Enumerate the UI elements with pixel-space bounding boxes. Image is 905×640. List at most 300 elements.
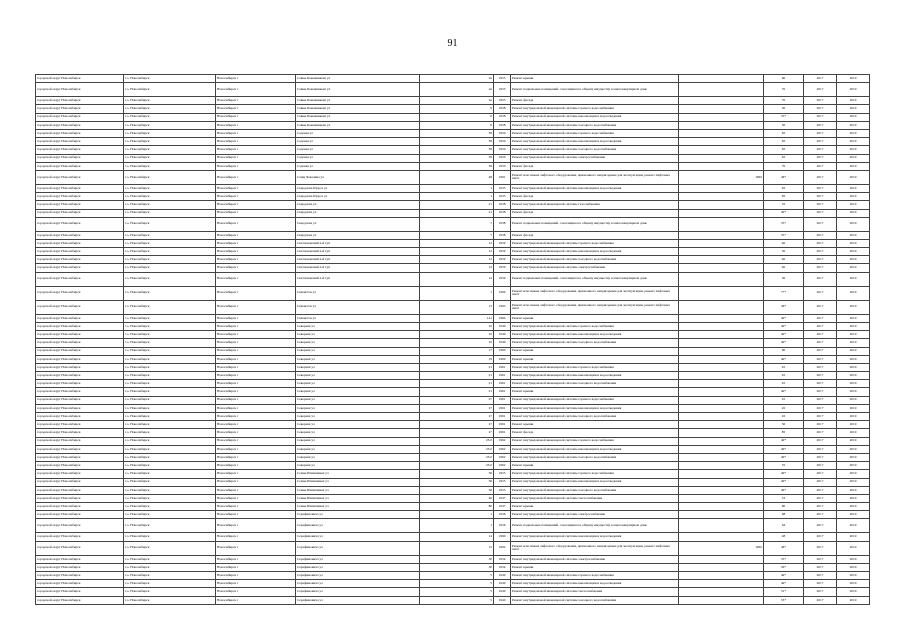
settlement-cell: Новосибирск г — [216, 388, 296, 396]
table-row — [36, 453, 870, 461]
house-cell: 21 — [420, 363, 494, 371]
wear-cell: 50 — [764, 248, 804, 256]
district-cell: г.о. Новосибирск — [124, 372, 216, 380]
lift-year-cell — [679, 248, 764, 256]
year-built-cell: 1959 — [494, 256, 511, 264]
house-cell: 36 — [420, 486, 494, 494]
municipality-cell: городской округ Новосибирск — [36, 494, 124, 502]
municipality-cell: городской округ Новосибирск — [36, 555, 124, 563]
lift-year-cell — [679, 347, 764, 355]
street-cell: Северная ул — [296, 429, 420, 437]
municipality-cell: городской округ Новосибирск — [36, 105, 124, 113]
settlement-cell: Новосибирск г — [216, 347, 296, 355]
house-cell: 21 — [420, 372, 494, 380]
start-year-cell: 2017 — [804, 494, 837, 502]
wear-cell: 50 — [764, 105, 804, 113]
end-year-cell: 2019 — [837, 445, 870, 453]
lift-year-cell — [679, 555, 764, 563]
work-type-cell: Ремонт внутридомовой инженерной системы канализации и водоотведения — [511, 113, 679, 121]
house-cell: 141 — [420, 314, 494, 322]
house-cell: 30 — [420, 555, 494, 563]
table-row — [36, 264, 870, 272]
house-cell: 39 — [420, 146, 494, 154]
start-year-cell: 2017 — [804, 193, 837, 201]
house-cell: 27 — [420, 421, 494, 429]
year-built-cell: 1950 — [494, 138, 511, 146]
end-year-cell: 2019 — [837, 453, 870, 461]
municipality-cell: городской округ Новосибирск — [36, 445, 124, 453]
wear-cell: 64 — [764, 519, 804, 533]
settlement-cell: Новосибирск г — [216, 193, 296, 201]
work-type-cell: Ремонт внутридомовой инженерной системы холодного водоснабжения — [511, 380, 679, 388]
settlement-cell: Новосибирск г — [216, 300, 296, 314]
start-year-cell: 2017 — [804, 380, 837, 388]
end-year-cell: 2019 — [837, 555, 870, 563]
end-year-cell: 2019 — [837, 264, 870, 272]
district-cell: г.о. Новосибирск — [124, 83, 216, 97]
municipality-cell: городской округ Новосибирск — [36, 121, 124, 129]
table-row — [36, 580, 870, 588]
end-year-cell: 2019 — [837, 286, 870, 300]
municipality-cell: городской округ Новосибирск — [36, 193, 124, 201]
end-year-cell: 2019 — [837, 248, 870, 256]
settlement-cell: Новосибирск г — [216, 541, 296, 555]
house-cell: 13 — [420, 300, 494, 314]
house-cell: 5 — [420, 596, 494, 604]
street-cell: Серафимовича ул — [296, 580, 420, 588]
end-year-cell: 2019 — [837, 421, 870, 429]
year-built-cell: 1962 — [494, 462, 511, 470]
settlement-cell: Новосибирск г — [216, 322, 296, 330]
district-cell: г.о. Новосибирск — [124, 339, 216, 347]
table-row — [36, 533, 870, 541]
street-cell: Серафимовича ул — [296, 541, 420, 555]
table-row — [36, 162, 870, 170]
district-cell: г.о. Новосибирск — [124, 404, 216, 412]
district-cell: г.о. Новосибирск — [124, 555, 216, 563]
wear-cell: 40* — [764, 445, 804, 453]
start-year-cell: 2017 — [804, 231, 837, 239]
district-cell: г.о. Новосибирск — [124, 347, 216, 355]
table-row — [36, 217, 870, 231]
street-cell: Северная ул — [296, 421, 420, 429]
district-cell: г.о. Новосибирск — [124, 209, 216, 217]
wear-cell: 48 — [764, 533, 804, 541]
work-type-cell: Ремонт внутридомовой инженерной системы горячего водоснабжения — [511, 239, 679, 247]
municipality-cell: городской округ Новосибирск — [36, 372, 124, 380]
work-type-cell: Ремонт внутридомовой инженерной системы горячего водоснабжения — [511, 572, 679, 580]
settlement-cell: Новосибирск г — [216, 217, 296, 231]
year-built-cell: 1953 — [494, 75, 511, 83]
house-cell: 23/2 — [420, 462, 494, 470]
work-type-cell: Ремонт внутридомовой инженерной системы горячего водоснабжения — [511, 322, 679, 330]
house-cell: 7 — [420, 217, 494, 231]
lift-year-cell — [679, 146, 764, 154]
start-year-cell: 2017 — [804, 162, 837, 170]
work-type-cell: Ремонт внутридомовой инженерной системы горячего водоснабжения — [511, 437, 679, 445]
wear-cell: 70 — [764, 83, 804, 97]
street-cell: Свердлова-Щорса ул — [296, 184, 420, 192]
work-type-cell: Ремонт внутридомовой инженерной системы канализации и водоотведения — [511, 184, 679, 192]
street-cell: Семьи Шамшиных ул — [296, 503, 420, 511]
start-year-cell: 2017 — [804, 272, 837, 286]
street-cell: Саввы Кожевникова ул — [296, 97, 420, 105]
work-type-cell: Ремонт или замена лифтового оборудования, признанного непригодным для эксплуатации, ремонт лифтовых шахт — [511, 300, 679, 314]
work-type-cell: Ремонт подвальных помещений, относящихся к общему имуществу в многоквартирном доме — [511, 272, 679, 286]
street-cell: Северная ул — [296, 347, 420, 355]
lift-year-cell — [679, 413, 764, 421]
street-cell: Свердлова-Щорса ул — [296, 193, 420, 201]
wear-cell: 49* — [764, 580, 804, 588]
district-cell: г.о. Новосибирск — [124, 380, 216, 388]
street-cell: Северная ул — [296, 453, 420, 461]
municipality-cell: городской округ Новосибирск — [36, 129, 124, 137]
street-cell: Свердлова ул — [296, 231, 420, 239]
house-cell: 39 — [420, 129, 494, 137]
work-type-cell: Ремонт подвальных помещений, относящихся к общему имуществу в многоквартирном доме — [511, 519, 679, 533]
work-type-cell: Ремонт внутридомовой инженерной системы холодного водоснабжения — [511, 339, 679, 347]
house-cell: 27 — [420, 413, 494, 421]
wear-cell: 68 — [764, 511, 804, 519]
start-year-cell: 2017 — [804, 486, 837, 494]
lift-year-cell — [679, 239, 764, 247]
street-cell: Северная ул — [296, 380, 420, 388]
work-type-cell: Ремонт внутридомовой инженерной системы горячего водоснабжения — [511, 363, 679, 371]
start-year-cell: 2017 — [804, 201, 837, 209]
district-cell: г.о. Новосибирск — [124, 105, 216, 113]
lift-year-cell: 1992 — [679, 541, 764, 555]
wear-cell: 40 — [764, 256, 804, 264]
lift-year-cell — [679, 421, 764, 429]
end-year-cell: 2019 — [837, 533, 870, 541]
end-year-cell: 2019 — [837, 146, 870, 154]
start-year-cell: 2017 — [804, 533, 837, 541]
district-cell: г.о. Новосибирск — [124, 272, 216, 286]
year-built-cell: 1953 — [494, 478, 511, 486]
lift-year-cell — [679, 470, 764, 478]
year-built-cell: 1953 — [494, 97, 511, 105]
municipality-cell: городской округ Новосибирск — [36, 363, 124, 371]
district-cell: г.о. Новосибирск — [124, 113, 216, 121]
year-built-cell: 1959 — [494, 248, 511, 256]
street-cell: Саввы Кожевникова ул — [296, 75, 420, 83]
wear-cell: 40 — [764, 264, 804, 272]
municipality-cell: городской округ Новосибирск — [36, 580, 124, 588]
year-built-cell: 1960 — [494, 355, 511, 363]
house-cell: 27 — [420, 404, 494, 412]
municipality-cell: городской округ Новосибирск — [36, 314, 124, 322]
district-cell: г.о. Новосибирск — [124, 563, 216, 571]
street-cell: Садовая ул — [296, 154, 420, 162]
municipality-cell: городской округ Новосибирск — [36, 429, 124, 437]
municipality-cell: городской округ Новосибирск — [36, 470, 124, 478]
table-row — [36, 339, 870, 347]
house-cell: 1 — [420, 286, 494, 300]
settlement-cell: Новосибирск г — [216, 519, 296, 533]
house-cell: 17 — [420, 347, 494, 355]
table-row — [36, 478, 870, 486]
street-cell: Садовая ул — [296, 146, 420, 154]
district-cell: г.о. Новосибирск — [124, 201, 216, 209]
wear-cell: 40* — [764, 355, 804, 363]
street-cell: Серафимовича ул — [296, 596, 420, 604]
work-type-cell: Ремонт крыши — [511, 75, 679, 83]
work-type-cell: Ремонт внутридомовой инженерной системы электроснабжения — [511, 154, 679, 162]
house-cell: 30 — [420, 563, 494, 571]
year-built-cell: 1958 — [494, 113, 511, 121]
table-row — [36, 396, 870, 404]
year-built-cell: 1962 — [494, 445, 511, 453]
settlement-cell: Новосибирск г — [216, 596, 296, 604]
wear-cell: 45 — [764, 380, 804, 388]
work-type-cell: Ремонт внутридомовой инженерной системы канализации и водоотведения — [511, 138, 679, 146]
start-year-cell: 2017 — [804, 503, 837, 511]
table-row — [36, 588, 870, 596]
end-year-cell: 2019 — [837, 572, 870, 580]
settlement-cell: Новосибирск г — [216, 146, 296, 154]
lift-year-cell: 1992 — [679, 170, 764, 184]
district-cell: г.о. Новосибирск — [124, 388, 216, 396]
settlement-cell: Новосибирск г — [216, 264, 296, 272]
work-type-cell: Ремонт внутридомовой инженерной системы теплоснабжения — [511, 494, 679, 502]
lift-year-cell — [679, 372, 764, 380]
work-type-cell: Ремонт крыши — [511, 462, 679, 470]
table-row — [36, 541, 870, 555]
district-cell: г.о. Новосибирск — [124, 596, 216, 604]
lift-year-cell — [679, 363, 764, 371]
municipality-cell: городской округ Новосибирск — [36, 113, 124, 121]
district-cell: г.о. Новосибирск — [124, 429, 216, 437]
year-built-cell: 1958 — [494, 105, 511, 113]
wear-cell: 45 — [764, 363, 804, 371]
work-type-cell: Ремонт или замена лифтового оборудования, признанного непригодным для эксплуатации, ремонт лифтовых шахт — [511, 541, 679, 555]
wear-cell: 65 — [764, 184, 804, 192]
municipality-cell: городской округ Новосибирск — [36, 248, 124, 256]
street-cell: Садовая ул — [296, 129, 420, 137]
house-cell: 21 — [420, 380, 494, 388]
municipality-cell: городской округ Новосибирск — [36, 264, 124, 272]
settlement-cell: Новосибирск г — [216, 421, 296, 429]
lift-year-cell — [679, 462, 764, 470]
municipality-cell: городской округ Новосибирск — [36, 331, 124, 339]
municipality-cell: городской округ Новосибирск — [36, 286, 124, 300]
municipality-cell: городской округ Новосибирск — [36, 83, 124, 97]
start-year-cell: 2017 — [804, 596, 837, 604]
table-row — [36, 286, 870, 300]
district-cell: г.о. Новосибирск — [124, 231, 216, 239]
settlement-cell: Новосибирск г — [216, 372, 296, 380]
district-cell: г.о. Новосибирск — [124, 121, 216, 129]
municipality-cell: городской округ Новосибирск — [36, 453, 124, 461]
settlement-cell: Новосибирск г — [216, 413, 296, 421]
year-built-cell: 1961 — [494, 363, 511, 371]
settlement-cell: Новосибирск г — [216, 256, 296, 264]
street-cell: Северная ул — [296, 413, 420, 421]
start-year-cell: 2017 — [804, 97, 837, 105]
street-cell: Северная ул — [296, 331, 420, 339]
settlement-cell: Новосибирск г — [216, 555, 296, 563]
wear-cell: 60 — [764, 347, 804, 355]
district-cell: г.о. Новосибирск — [124, 314, 216, 322]
municipality-cell: городской округ Новосибирск — [36, 563, 124, 571]
wear-cell: 45 — [764, 372, 804, 380]
wear-cell: 40* — [764, 209, 804, 217]
district-cell: г.о. Новосибирск — [124, 193, 216, 201]
district-cell: г.о. Новосибирск — [124, 138, 216, 146]
lift-year-cell — [679, 388, 764, 396]
municipality-cell: городской округ Новосибирск — [36, 272, 124, 286]
street-cell: Садовая ул — [296, 138, 420, 146]
start-year-cell: 2017 — [804, 453, 837, 461]
table-row — [36, 372, 870, 380]
year-built-cell: 1958 — [494, 121, 511, 129]
lift-year-cell — [679, 404, 764, 412]
wear-cell: 60 — [764, 75, 804, 83]
year-built-cell: 1950 — [494, 129, 511, 137]
settlement-cell: Новосибирск г — [216, 138, 296, 146]
district-cell: г.о. Новосибирск — [124, 363, 216, 371]
house-cell: 10 — [420, 322, 494, 330]
work-type-cell: Ремонт внутридомовой инженерной системы электроснабжения — [511, 555, 679, 563]
start-year-cell: 2017 — [804, 355, 837, 363]
table-row — [36, 363, 870, 371]
district-cell: г.о. Новосибирск — [124, 511, 216, 519]
house-cell: 39 — [420, 162, 494, 170]
table-row — [36, 170, 870, 184]
end-year-cell: 2019 — [837, 404, 870, 412]
lift-year-cell — [679, 256, 764, 264]
municipality-cell: городской округ Новосибирск — [36, 486, 124, 494]
end-year-cell: 2019 — [837, 396, 870, 404]
lift-year-cell — [679, 264, 764, 272]
table-row — [36, 380, 870, 388]
wear-cell: 40* — [764, 339, 804, 347]
year-built-cell: 1949 — [494, 331, 511, 339]
house-cell: 12 — [420, 272, 494, 286]
wear-cell: 53 — [764, 494, 804, 502]
start-year-cell: 2017 — [804, 511, 837, 519]
street-cell: Семьи Шамшиных ул — [296, 478, 420, 486]
start-year-cell: 2017 — [804, 572, 837, 580]
year-built-cell: 1953 — [494, 83, 511, 97]
work-type-cell: Ремонт внутридомовой инженерной системы канализации и водоотведения — [511, 445, 679, 453]
lift-year-cell — [679, 113, 764, 121]
year-built-cell: 1938 — [494, 231, 511, 239]
work-type-cell: Ремонт внутридомовой инженерной системы холодного водоснабжения — [511, 453, 679, 461]
lift-year-cell — [679, 83, 764, 97]
work-type-cell: Ремонт внутридомовой инженерной системы горячего водоснабжения — [511, 396, 679, 404]
wear-cell: 77* — [764, 286, 804, 300]
table-row — [36, 121, 870, 129]
district-cell: г.о. Новосибирск — [124, 533, 216, 541]
wear-cell: 50 — [764, 121, 804, 129]
lift-year-cell — [679, 453, 764, 461]
settlement-cell: Новосибирск г — [216, 503, 296, 511]
district-cell: г.о. Новосибирск — [124, 355, 216, 363]
lift-year-cell — [679, 580, 764, 588]
district-cell: г.о. Новосибирск — [124, 519, 216, 533]
street-cell: Садовая ул — [296, 162, 420, 170]
lift-year-cell — [679, 380, 764, 388]
lift-year-cell — [679, 588, 764, 596]
house-cell: 1 — [420, 511, 494, 519]
district-cell: г.о. Новосибирск — [124, 146, 216, 154]
wear-cell: 40* — [764, 437, 804, 445]
wear-cell: 53* — [764, 596, 804, 604]
house-cell: 1 — [420, 193, 494, 201]
house-cell: 5 — [420, 572, 494, 580]
year-built-cell: 1950 — [494, 162, 511, 170]
wear-cell: 51* — [764, 588, 804, 596]
start-year-cell: 2017 — [804, 256, 837, 264]
end-year-cell: 2019 — [837, 193, 870, 201]
lift-year-cell — [679, 184, 764, 192]
wear-cell: 45 — [764, 413, 804, 421]
settlement-cell: Новосибирск г — [216, 248, 296, 256]
work-type-cell: Ремонт фасада — [511, 162, 679, 170]
wear-cell: 40* — [764, 331, 804, 339]
start-year-cell: 2017 — [804, 396, 837, 404]
table-row — [36, 596, 870, 604]
start-year-cell: 2017 — [804, 154, 837, 162]
work-type-cell: Ремонт внутридомовой инженерной системы теплоснабжения — [511, 588, 679, 596]
house-cell: 23/2 — [420, 453, 494, 461]
table-row — [36, 413, 870, 421]
wear-cell: 40* — [764, 478, 804, 486]
house-cell: 23/2 — [420, 445, 494, 453]
district-cell: г.о. Новосибирск — [124, 413, 216, 421]
settlement-cell: Новосибирск г — [216, 563, 296, 571]
wear-cell: 40* — [764, 453, 804, 461]
street-cell: Северная ул — [296, 322, 420, 330]
start-year-cell: 2017 — [804, 322, 837, 330]
house-cell: 1 — [420, 519, 494, 533]
house-cell: 4а — [420, 97, 494, 105]
end-year-cell: 2019 — [837, 105, 870, 113]
start-year-cell: 2017 — [804, 300, 837, 314]
lift-year-cell — [679, 162, 764, 170]
street-cell: Светлановский 2-й туп — [296, 264, 420, 272]
settlement-cell: Новосибирск г — [216, 129, 296, 137]
lift-year-cell — [679, 478, 764, 486]
wear-cell: 56* — [764, 563, 804, 571]
street-cell: Связистов ул — [296, 300, 420, 314]
house-cell: 27 — [420, 396, 494, 404]
settlement-cell: Новосибирск г — [216, 239, 296, 247]
end-year-cell: 2019 — [837, 113, 870, 121]
street-cell: Северная ул — [296, 355, 420, 363]
start-year-cell: 2017 — [804, 113, 837, 121]
table-row — [36, 146, 870, 154]
table-row — [36, 105, 870, 113]
street-cell: Серафимовича ул — [296, 533, 420, 541]
municipality-cell: городской округ Новосибирск — [36, 503, 124, 511]
settlement-cell: Новосибирск г — [216, 588, 296, 596]
wear-cell: 55 — [764, 201, 804, 209]
settlement-cell: Новосибирск г — [216, 231, 296, 239]
district-cell: г.о. Новосибирск — [124, 75, 216, 83]
end-year-cell: 2019 — [837, 470, 870, 478]
settlement-cell: Новосибирск г — [216, 580, 296, 588]
year-built-cell: 1949 — [494, 339, 511, 347]
end-year-cell: 2019 — [837, 300, 870, 314]
work-type-cell: Ремонт внутридомовой инженерной системы холодного водоснабжения — [511, 413, 679, 421]
settlement-cell: Новосибирск г — [216, 470, 296, 478]
year-built-cell: 1947 — [494, 494, 511, 502]
work-type-cell: Ремонт внутридомовой инженерной системы канализации и водоотведения — [511, 404, 679, 412]
district-cell: г.о. Новосибирск — [124, 580, 216, 588]
settlement-cell: Новосибирск г — [216, 494, 296, 502]
